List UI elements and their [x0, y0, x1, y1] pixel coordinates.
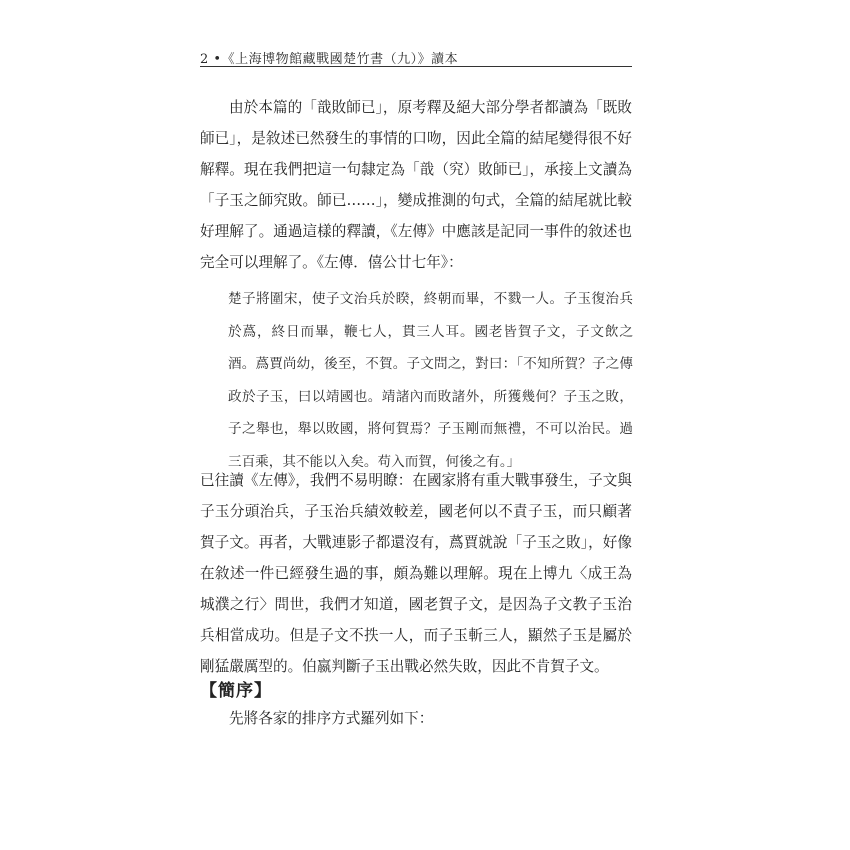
section-heading-jianxu: 【簡序】	[200, 681, 272, 701]
running-header: 2 •《上海博物館藏戰國楚竹書（九）》讀本	[200, 52, 459, 67]
paragraph-ordering-intro: 先將各家的排序方式羅列如下：	[229, 710, 434, 727]
paragraph-intro: 由於本篇的「戠敗師已」，原考釋及絕大部分學者都讀為「既敗師已」，是敘述已然發生的事情的口吻，因此全篇的結尾變得很不好解釋。現在我們把這一句隸定為「戠（究）敗師已」，承接上文讀為「子玉之師究敗。師已……」，變成推測的句式，全篇的結尾就比較好理解了。通過這樣的釋讀，《左傳》中應該是記同一事件的敘述也完全可以理解了。《左傳．僖公廿七年》：	[200, 99, 632, 271]
block-quote-zuozhuan: 楚子將圍宋，使子文治兵於睽，終朝而畢，不戮一人。子玉復治兵於蔿，終日而畢，鞭七人，貫三人耳。國老皆賀子文，子文飲之酒。蔿賈尚幼，後至，不賀。子文問之，對曰：「不知所賀？子之傳政於子玉，曰以靖國也。靖諸內而敗諸外，所獲幾何？子玉之敗，子之舉也，舉以敗國，將何賀焉？子玉剛而無禮，不可以治民。過三百乘，其不能以入矣。苟入而賀，何後之有。」	[228, 291, 633, 470]
paragraph-discussion: 已往讀《左傳》，我們不易明瞭：在國家將有重大戰事發生，子文與子玉分頭治兵，子玉治兵績效較差，國老何以不責子玉，而只顧著賀子文。再者，大戰連影子都還沒有，蔿賈就說「子玉之敗」，好像在敘述一件已經發生過的事，頗為難以理解。現在上博九〈成王為城濮之行〉問世，我們才知道，國老賀子文，是因為子文教子玉治兵相當成功。但是子文不抶一人，而子玉斬三人，顯然子玉是屬於剛猛嚴厲型的。伯嬴判斷子玉出戰必然失敗，因此不肯賀子文。	[200, 472, 632, 675]
header-rule	[200, 66, 632, 67]
